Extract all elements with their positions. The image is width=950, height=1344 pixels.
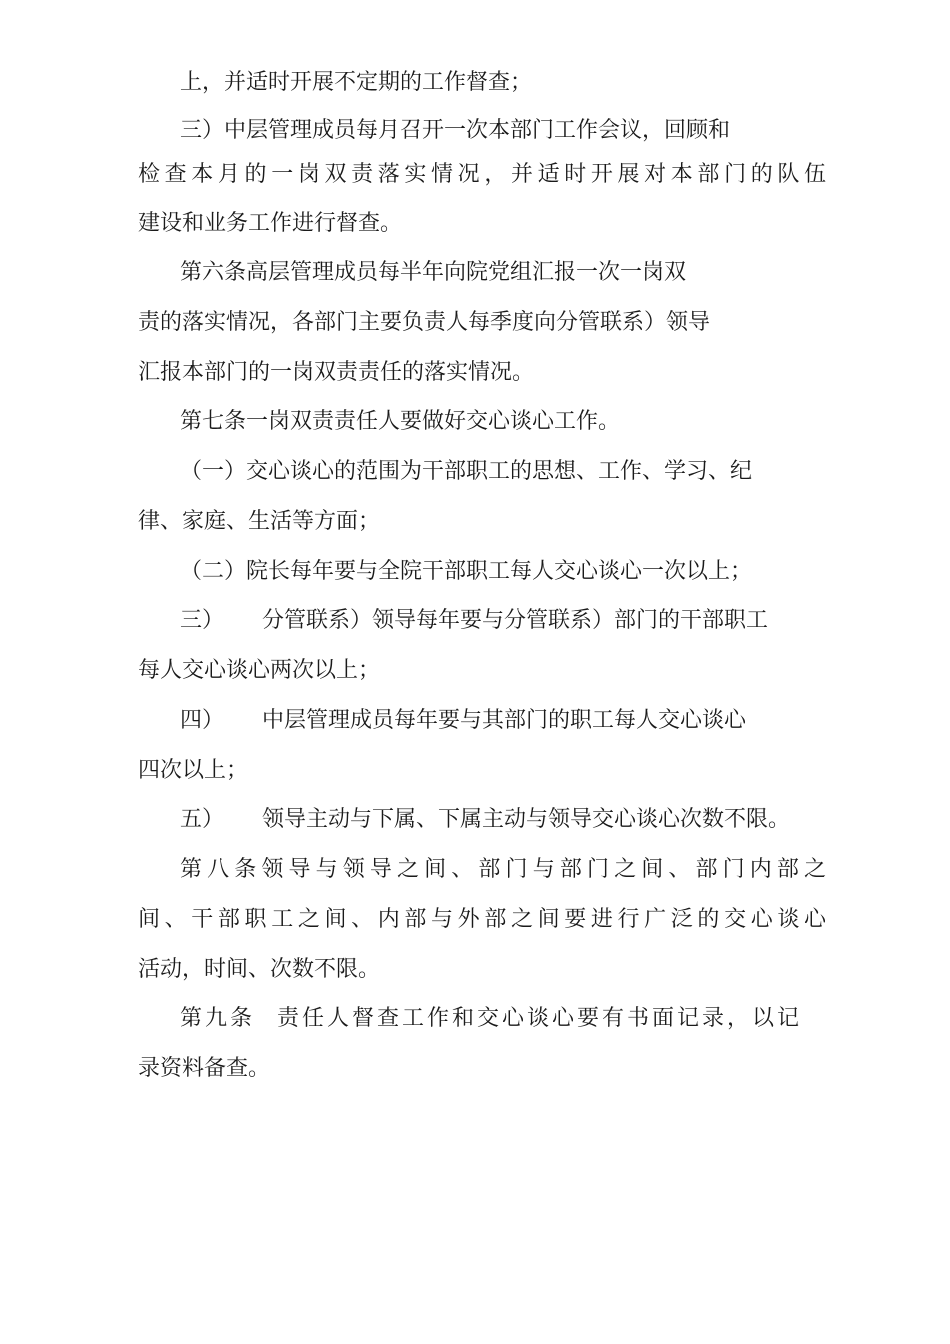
text-line: 第八条领导与领导之间、部门与部门之间、部门内部之 [180,857,826,882]
text-line: 建设和业务工作进行督查。 [138,211,403,236]
text-line: 责的落实情况，各部门主要负责人每季度向分管联系）领导 [138,310,711,335]
list-marker: 四） [180,708,225,733]
list-text: 中层管理成员每年要与其部门的职工每人交心谈心 [262,708,747,733]
text-line: 第六条高层管理成员每半年向院党组汇报一次一岗双 [180,260,687,285]
text-line: 每人交心谈心两次以上； [138,658,381,683]
text-line [180,1004,826,1034]
article-label: 第九条 [180,1006,256,1031]
text-line [180,706,746,736]
text-line: 律、家庭、生活等方面； [138,509,381,534]
text-line: （二）院长每年要与全院干部职工每人交心谈心一次以上； [180,559,753,584]
text-line: 活动，时间、次数不限。 [138,957,381,982]
list-text: 分管联系）领导每年要与分管联系）部门的干部职工 [262,608,769,633]
list-marker: 五） [180,807,225,832]
text-line: 上，并适时开展不定期的工作督查； [180,70,533,95]
text-line: （一）交心谈心的范围为干部职工的思想、工作、学习、纪 [180,459,753,484]
text-line: 间、干部职工之间、内部与外部之间要进行广泛的交心谈心 [138,907,826,932]
text-line: 汇报本部门的一岗双责责任的落实情况。 [138,360,535,385]
text-line: 三）中层管理成员每月召开一次本部门工作会议，回顾和 [180,118,731,143]
text-line [180,805,790,835]
text-line: 第七条一岗双责责任人要做好交心谈心工作。 [180,409,621,434]
list-marker: 三） [180,608,225,633]
list-text: 领导主动与下属、下属主动与领导交心谈心次数不限。 [262,807,791,832]
article-text: 责任人督查工作和交心谈心要有书面记录，以记 [277,1006,803,1031]
text-line: 四次以上； [138,758,249,783]
text-line: 检查本月的一岗双责落实情况，并适时开展对本部门的队伍 [138,162,826,187]
text-line [180,606,768,636]
text-line: 录资料备查。 [138,1056,271,1081]
